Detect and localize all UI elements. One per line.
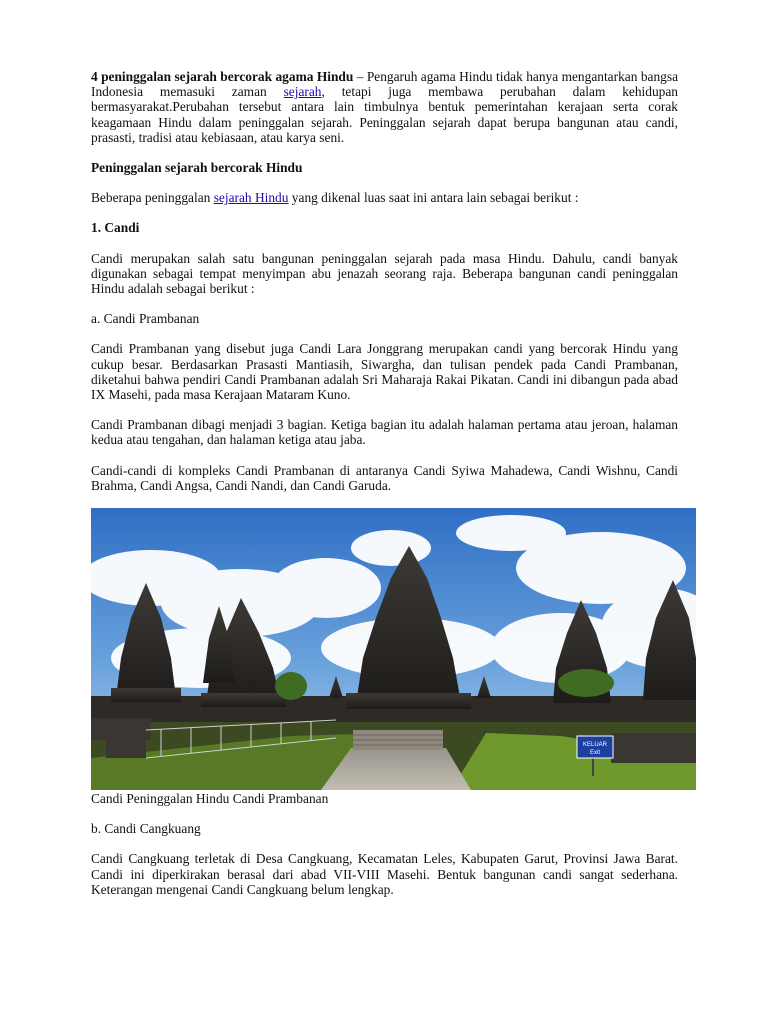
- cangkuang-paragraph: Candi Cangkuang terletak di Desa Cangkuang, Kecamatan Leles, Kabupaten Garut, Provinsi Jawa Barat. Candi ini diperkirakan berasal dari abad VII-VIII Masehi. Bentuk bangunan candi sangat sederhana. Keterangan mengenai Candi Cangkuang belum lengkap.: [91, 851, 678, 897]
- list-intro-text-a: Beberapa peninggalan: [91, 190, 214, 206]
- prambanan-paragraph-3: Candi-candi di kompleks Candi Prambanan di antaranya Candi Syiwa Mahadewa, Candi Wishnu, Candi Brahma, Candi Angsa, Candi Nandi, dan Candi Garuda.: [91, 462, 678, 493]
- link-sejarah[interactable]: sejarah: [283, 84, 322, 100]
- intro-text-a: Pengaruh agama Hindu tidak hanya mengantarkan bangsa Indonesia memasuki zaman: [91, 69, 679, 100]
- article-body: [91, 69, 678, 912]
- intro-text-b: , tetapi juga membawa perubahan dalam kehidupan bermasyarakat.Perubahan tersebut antara lain timbulnya bentuk pemerintahan kerajaan serta corak keagamaan Hindu dalam peninggalan sejarah. Peninggalan sejarah dapat berupa bangunan atau candi, prasasti, tradisi atau kebiasaan, atau karya seni.: [91, 84, 678, 145]
- prambanan-photo: [91, 508, 696, 790]
- exit-sign-line2: Exit: [589, 750, 601, 757]
- prambanan-paragraph-1: Candi Prambanan yang disebut juga Candi Lara Jonggrang merupakan candi yang bercorak Hindu yang cukup besar. Berdasarkan Prasasti Mantiasih, Siwargha, dan tulisan pendek pada Candi Prambanan, diketahui bahwa pendiri Candi Prambanan adalah Sri Maharaja Rakai Pikatan. Candi ini dibangun pada abad IX Masehi, pada masa Kerajaan Mataram Kuno.: [91, 341, 678, 403]
- prambanan-paragraph-2: Candi Prambanan dibagi menjadi 3 bagian. Ketiga bagian itu adalah halaman pertama atau jeroan, halaman kedua atau tengahan, dan halaman ketiga atau jaba.: [91, 417, 678, 448]
- link-sejarah-hindu[interactable]: sejarah Hindu: [213, 190, 289, 206]
- photo-caption: Candi Peninggalan Hindu Candi Prambanan: [91, 791, 329, 807]
- candi-paragraph: Candi merupakan salah satu bangunan peninggalan sejarah pada masa Hindu. Dahulu, candi banyak digunakan sebagai tempat menyimpan abu jenazah seorang raja. Beberapa bangunan candi peninggalan Hindu adalah sebagai berikut :: [91, 250, 678, 297]
- intro-paragraph: [91, 69, 678, 145]
- exit-sign-line1: KELUAR: [582, 742, 608, 749]
- heading-candi: 1. Candi: [91, 220, 140, 236]
- title-dash: –: [353, 69, 367, 84]
- heading-peninggalan: Peninggalan sejarah bercorak Hindu: [91, 160, 303, 176]
- subheading-cangkuang: b. Candi Cangkuang: [91, 821, 201, 837]
- article-title: 4 peninggalan sejarah bercorak agama Hindu: [91, 69, 354, 84]
- list-intro-paragraph: [91, 190, 678, 205]
- subheading-prambanan: a. Candi Prambanan: [91, 311, 200, 327]
- list-intro-text-b: yang dikenal luas saat ini antara lain sebagai berikut :: [288, 190, 579, 206]
